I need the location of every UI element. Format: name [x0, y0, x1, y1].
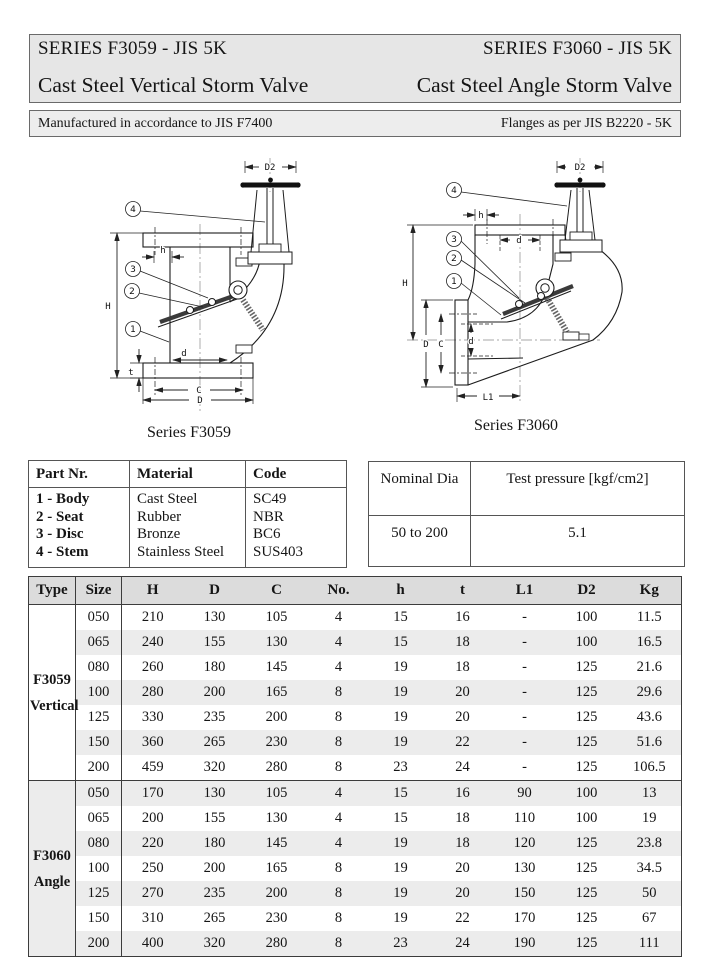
- dimension-cell: 125: [575, 935, 598, 951]
- dim-label-C: C: [438, 340, 444, 350]
- dimensions-row: [29, 906, 682, 931]
- dimension-cell: 200: [265, 885, 288, 901]
- dimension-cell: 24: [455, 935, 470, 951]
- dimension-cell: 4: [334, 810, 343, 826]
- col-header-D: D: [184, 577, 246, 605]
- type-cell: [29, 605, 79, 781]
- callout-1: 1: [130, 325, 136, 335]
- dimension-cell: 180: [203, 659, 226, 675]
- dim-label-t: t: [128, 368, 134, 378]
- dimension-cell: 111: [638, 935, 660, 951]
- dimension-cell: 19: [393, 734, 408, 750]
- dimension-cell: -: [522, 684, 527, 700]
- dimension-cell: 210: [141, 609, 164, 625]
- diagram-f3060-angle-valve: [395, 152, 702, 417]
- stem-and-handwheel: [554, 178, 605, 252]
- dimension-cell: 240: [141, 634, 164, 650]
- dimension-cell: 170: [122, 781, 184, 807]
- flange-standard: Flanges as per JIS B2220 - 5K: [500, 115, 672, 131]
- parts-column-code: [246, 488, 347, 568]
- col-header-Kg: Kg: [618, 577, 682, 605]
- dimensions-row: [29, 881, 682, 906]
- dimension-cell: 310: [141, 910, 164, 926]
- dim-label-H: H: [402, 279, 408, 289]
- dimension-cell: 19: [642, 810, 657, 826]
- dimension-cell: 16: [455, 609, 470, 625]
- dimension-cell: 125: [575, 885, 598, 901]
- dimension-cell: 18: [455, 659, 470, 675]
- type-style: Vertical: [30, 697, 79, 714]
- dimension-labels: [402, 163, 585, 403]
- dimension-cell: 11.5: [636, 609, 662, 625]
- dimension-cell: 23: [393, 759, 408, 775]
- dimension-cell: 90: [494, 781, 556, 807]
- dimensions-row: [29, 755, 682, 781]
- dimension-cell: 18: [455, 634, 470, 650]
- dimension-cell: 170: [513, 910, 536, 926]
- caption-series-f3060: Series F3060: [474, 417, 558, 434]
- dim-label-d-left: d: [468, 337, 474, 347]
- centerlines: [407, 158, 600, 404]
- dimension-cell: 100: [556, 781, 618, 807]
- dimension-cell: 20: [455, 709, 470, 725]
- callout-1: 1: [451, 277, 457, 287]
- dimension-cell: 280: [141, 684, 164, 700]
- dim-label-d2: D2: [264, 163, 276, 173]
- col-header-t: t: [432, 577, 494, 605]
- dim-label-d-top: d: [516, 236, 522, 246]
- dimension-cell: 150: [513, 885, 536, 901]
- dimension-cell: 15: [393, 609, 408, 625]
- dimension-cell: 125: [575, 734, 598, 750]
- size-cell: 065: [76, 806, 122, 831]
- dimension-cell: 100: [575, 609, 598, 625]
- dimension-cell: 43.6: [636, 709, 662, 725]
- dimension-cell: 400: [141, 935, 164, 951]
- dimension-cell: 110: [513, 810, 536, 826]
- callout-4: 4: [130, 205, 136, 215]
- dimension-cell: 220: [141, 835, 164, 851]
- pressure-header-pressure: Test pressure [kgf/cm2]: [471, 462, 685, 516]
- size-cell: 065: [76, 630, 122, 655]
- dimension-cell: 34.5: [636, 860, 662, 876]
- size-cell: 125: [76, 881, 122, 906]
- series-title-row: [38, 38, 672, 60]
- dimension-cell: 18: [455, 810, 470, 826]
- dimension-cell: 360: [141, 734, 164, 750]
- dimension-cell: 19: [393, 885, 408, 901]
- dimension-cell: 130: [265, 810, 288, 826]
- dimension-cell: 130: [265, 634, 288, 650]
- dimension-cell: 51.6: [636, 734, 662, 750]
- parts-header-part: Part Nr.: [29, 461, 130, 488]
- size-cell: 080: [76, 831, 122, 856]
- dimension-cell: 23: [393, 935, 408, 951]
- callout-4: 4: [451, 186, 457, 196]
- part-material: Bronze: [137, 526, 181, 542]
- series-right-title: SERIES F3060 - JIS 5K: [483, 38, 672, 59]
- dimension-cell: 190: [513, 935, 536, 951]
- dimension-cell: 8: [334, 860, 343, 876]
- dimension-cell: 125: [575, 860, 598, 876]
- dimension-cell: 8: [334, 684, 343, 700]
- part-material: Cast Steel: [137, 491, 198, 507]
- dimension-cell: 19: [393, 659, 408, 675]
- dimension-cell: 320: [203, 759, 226, 775]
- dimension-cell: 20: [455, 684, 470, 700]
- subtitle-row: [38, 73, 672, 98]
- dimension-cell: 200: [141, 810, 164, 826]
- dimension-cell: 459: [141, 759, 164, 775]
- dimension-cell: 130: [513, 860, 536, 876]
- col-header-No: No.: [308, 577, 370, 605]
- callout-3: 3: [451, 235, 457, 245]
- pressure-data-row: [369, 516, 685, 567]
- dimension-cell: 20: [455, 860, 470, 876]
- dimension-cell: 130: [184, 781, 246, 807]
- dimension-cell: 19: [393, 860, 408, 876]
- dimension-cell: 155: [203, 634, 226, 650]
- parts-column-material: [130, 488, 246, 568]
- callout-numbers: [451, 186, 457, 287]
- col-header-type: Type: [29, 577, 76, 605]
- col-header-H: H: [122, 577, 184, 605]
- diagram-f3059-vertical-valve: [60, 152, 340, 422]
- dimension-cell: 125: [575, 759, 598, 775]
- dimension-cell: 4: [334, 659, 343, 675]
- dimension-cell: 4: [334, 609, 343, 625]
- dim-label-D: D: [197, 396, 203, 406]
- dimension-cell: 22: [455, 910, 470, 926]
- dimension-cell: 100: [575, 634, 598, 650]
- dimensions-row: [29, 831, 682, 856]
- dimension-cell: 8: [334, 910, 343, 926]
- test-pressure-table: [368, 461, 685, 567]
- part-name: 3 - Disc: [36, 526, 84, 542]
- dimension-cell: 8: [334, 935, 343, 951]
- col-header-L1: L1: [494, 577, 556, 605]
- dimension-cell: 145: [265, 835, 288, 851]
- caption-series-f3059: Series F3059: [147, 424, 231, 441]
- dimension-cell: -: [522, 659, 527, 675]
- dimension-cell: 19: [393, 684, 408, 700]
- dimension-cell: 145: [265, 659, 288, 675]
- size-cell: 150: [76, 730, 122, 755]
- dimensions-row: [29, 781, 682, 807]
- col-header-C: C: [246, 577, 308, 605]
- size-cell: 200: [76, 755, 122, 781]
- size-cell: 200: [76, 931, 122, 957]
- dimension-lines: [407, 161, 603, 402]
- parts-material-table: [28, 460, 347, 568]
- dimension-cell: 120: [513, 835, 536, 851]
- series-right-subtitle: Cast Steel Angle Storm Valve: [416, 73, 672, 97]
- dimensions-table: [28, 576, 682, 957]
- dimensions-table-body: [29, 605, 682, 957]
- dimension-cell: 200: [265, 709, 288, 725]
- part-code: SUS403: [253, 543, 304, 560]
- dimension-cell: 8: [334, 759, 343, 775]
- callout-2: 2: [129, 287, 135, 297]
- dimension-cell: 20: [455, 885, 470, 901]
- dimension-cell: 280: [265, 935, 288, 951]
- dimension-cell: 8: [334, 734, 343, 750]
- dimension-cell: 19: [393, 835, 408, 851]
- type-cell: [29, 781, 76, 957]
- dimension-cell: 270: [141, 885, 164, 901]
- pressure-value: 5.1: [471, 516, 685, 567]
- part-name: 4 - Stem: [36, 543, 89, 560]
- dimension-cell: 200: [203, 684, 226, 700]
- type-series: F3059: [33, 671, 71, 688]
- part-code: NBR: [253, 508, 284, 525]
- dimension-cell: 22: [455, 734, 470, 750]
- col-header-D2: D2: [556, 577, 618, 605]
- dimension-cell: -: [522, 759, 527, 775]
- dimension-cell: 106.5: [632, 759, 666, 775]
- dimension-cell: 125: [575, 684, 598, 700]
- dimension-cell: 15: [370, 781, 432, 807]
- dimension-cell: 67: [642, 910, 657, 926]
- dimensions-row: [29, 605, 682, 631]
- dimension-cell: -: [522, 734, 527, 750]
- parts-header-code: Code: [246, 461, 347, 488]
- dimension-cell: 19: [393, 709, 408, 725]
- dimension-cell: 250: [141, 860, 164, 876]
- dimensions-row: [29, 630, 682, 655]
- manufacture-standard: Manufactured in accordance to JIS F7400: [38, 115, 273, 131]
- dim-label-h: h: [160, 246, 166, 256]
- size-cell: 150: [76, 906, 122, 931]
- dimension-cell: 4: [334, 634, 343, 650]
- dimension-cell: 265: [203, 734, 226, 750]
- type-style: Angle: [33, 873, 71, 890]
- dimension-cell: 8: [334, 709, 343, 725]
- parts-body-row: [29, 488, 347, 568]
- dimension-cell: 4: [308, 781, 370, 807]
- size-cell: 080: [76, 655, 122, 680]
- pressure-dia-value: 50 to 200: [369, 516, 471, 567]
- part-material: Rubber: [137, 508, 182, 525]
- dim-label-d: d: [181, 349, 187, 359]
- size-cell: 050: [76, 781, 122, 807]
- dimension-cell: 235: [203, 709, 226, 725]
- dimension-cell: 24: [455, 759, 470, 775]
- size-cell: 100: [76, 680, 122, 705]
- dimension-cell: 23.8: [636, 835, 662, 851]
- dimension-cell: 280: [265, 759, 288, 775]
- dimension-cell: 4: [334, 835, 343, 851]
- dimension-cell: 15: [393, 634, 408, 650]
- dimension-cell: 50: [642, 885, 657, 901]
- col-header-size: Size: [76, 577, 122, 605]
- callout-2: 2: [451, 254, 457, 264]
- standards-bar: [29, 110, 681, 137]
- dimension-cell: 130: [203, 609, 226, 625]
- size-cell: 125: [76, 705, 122, 730]
- dimension-cell: -: [522, 634, 527, 650]
- dimension-cell: 29.6: [636, 684, 662, 700]
- dimension-cell: 320: [203, 935, 226, 951]
- pressure-header-dia: Nominal Dia: [369, 462, 471, 516]
- dimension-cell: 125: [575, 709, 598, 725]
- dimensions-row: [29, 680, 682, 705]
- callout-3: 3: [130, 265, 136, 275]
- dimension-cell: 230: [265, 734, 288, 750]
- parts-header-material: Material: [130, 461, 246, 488]
- series-left-title: SERIES F3059 - JIS 5K: [38, 38, 227, 59]
- dimension-cell: 180: [203, 835, 226, 851]
- dimension-cell: -: [522, 709, 527, 725]
- dim-label-C: C: [196, 386, 202, 396]
- dim-label-L1: L1: [482, 393, 494, 403]
- dimension-cell: 13: [618, 781, 682, 807]
- dimension-cell: 200: [203, 860, 226, 876]
- callout-numbers: [129, 205, 136, 335]
- disc-assembly: [501, 253, 589, 340]
- dimensions-row: [29, 730, 682, 755]
- dimension-cell: 330: [141, 709, 164, 725]
- dim-label-D: D: [423, 340, 429, 350]
- dimension-lines: [110, 161, 296, 404]
- dimension-cell: 100: [575, 810, 598, 826]
- pressure-header-row: [369, 462, 685, 516]
- dimension-cell: 105: [246, 781, 308, 807]
- dimension-cell: 125: [575, 835, 598, 851]
- dimensions-header-row: [29, 577, 682, 605]
- part-name: 2 - Seat: [36, 508, 84, 525]
- dimension-cell: 19: [393, 910, 408, 926]
- title-box: [29, 34, 681, 103]
- dimension-cell: 105: [265, 609, 288, 625]
- dimension-cell: 16.5: [636, 634, 662, 650]
- dimension-cell: 125: [575, 910, 598, 926]
- col-header-h: h: [370, 577, 432, 605]
- dim-label-d2: D2: [574, 163, 586, 173]
- part-name: 1 - Body: [36, 491, 90, 507]
- dim-label-h: h: [478, 211, 484, 221]
- parts-column-part: [29, 488, 130, 568]
- dimension-cell: 125: [575, 659, 598, 675]
- part-code: BC6: [253, 526, 281, 542]
- dimensions-row: [29, 806, 682, 831]
- dimension-cell: 155: [203, 810, 226, 826]
- disc-assembly: [158, 258, 263, 353]
- size-cell: 100: [76, 856, 122, 881]
- dimension-cell: 15: [393, 810, 408, 826]
- dimension-cell: 21.6: [636, 659, 662, 675]
- dim-label-H: H: [105, 302, 111, 312]
- series-left-subtitle: Cast Steel Vertical Storm Valve: [38, 73, 309, 97]
- callouts: [125, 202, 266, 343]
- dimension-cell: 260: [141, 659, 164, 675]
- dimensions-row: [29, 856, 682, 881]
- dimension-cell: 265: [203, 910, 226, 926]
- dimensions-row: [29, 655, 682, 680]
- dimension-cell: 165: [265, 860, 288, 876]
- dimension-cell: 165: [265, 684, 288, 700]
- dimensions-row: [29, 705, 682, 730]
- part-code: SC49: [253, 491, 287, 507]
- dimension-cell: 8: [334, 885, 343, 901]
- size-cell: 050: [76, 605, 122, 631]
- dimension-cell: 18: [455, 835, 470, 851]
- dimension-cell: -: [522, 609, 527, 625]
- dimension-cell: 16: [432, 781, 494, 807]
- type-series: F3060: [33, 847, 71, 864]
- dimensions-row: [29, 931, 682, 957]
- dimension-cell: 235: [203, 885, 226, 901]
- dimension-cell: 230: [265, 910, 288, 926]
- parts-header-row: [29, 461, 347, 488]
- part-material: Stainless Steel: [137, 543, 225, 560]
